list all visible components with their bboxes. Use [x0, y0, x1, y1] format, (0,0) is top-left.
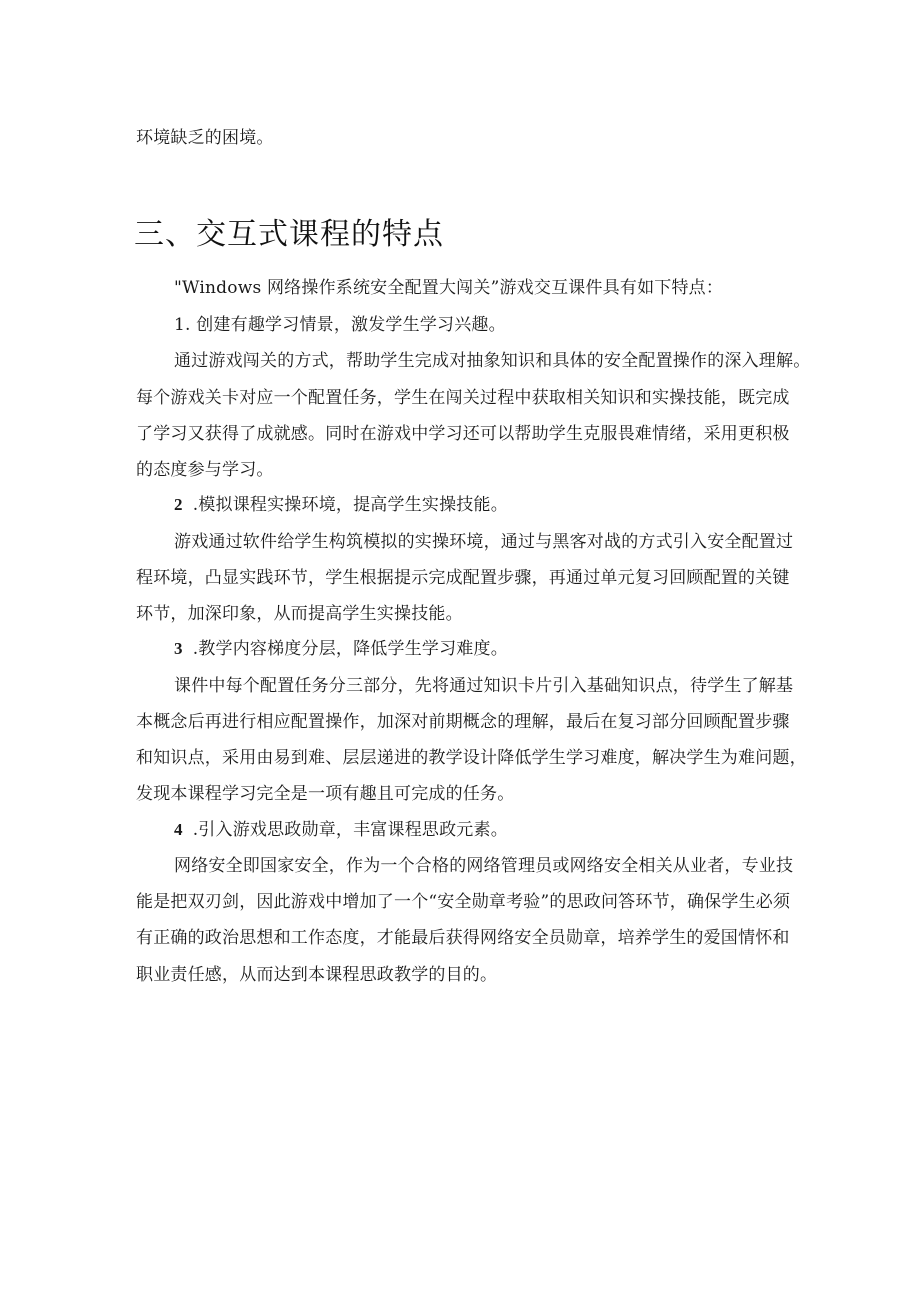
item-1-line-4: 的态度参与学习。: [136, 460, 274, 480]
item-2-line-1: 游戏通过软件给学生构筑模拟的实操环境，通过与黑客对战的方式引入安全配置过: [174, 532, 794, 552]
item-3-line-1: 课件中每个配置任务分三部分，先将通过知识卡片引入基础知识点，待学生了解基: [174, 676, 794, 696]
item-4-line-3: 有正确的政治思想和工作态度，才能最后获得网络安全员勋章，培养学生的爱国情怀和: [136, 928, 790, 948]
item-3-heading: .教学内容梯度分层，降低学生学习难度。: [192, 639, 508, 659]
item-1-heading: 1. 创建有趣学习情景，激发学生学习兴趣。: [174, 315, 506, 335]
section-heading: 三、交互式课程的特点: [134, 217, 444, 252]
item-2-heading-row: [174, 495, 508, 515]
item-2-number: 2: [174, 495, 183, 514]
item-3-line-2: 本概念后再进行相应配置操作，加深对前期概念的理解，最后在复习部分回顾配置步骤: [136, 712, 790, 732]
item-2-line-2: 程环境，凸显实践环节，学生根据提示完成配置步骤，再通过单元复习回顾配置的关键: [136, 568, 790, 588]
intro-paragraph: "Windows 网络操作系统安全配置大闯关”游戏交互课件具有如下特点：: [174, 278, 724, 298]
item-4-heading-row: [174, 820, 508, 840]
item-3-line-4: 发现本课程学习完全是一项有趣且可完成的任务。: [136, 784, 515, 804]
item-4-line-2: 能是把双刃剑，因此游戏中增加了一个“安全勋章考验”的思政问答环节，确保学生必须: [136, 892, 791, 912]
item-1-line-3: 了学习又获得了成就感。同时在游戏中学习还可以帮助学生克服畏难情绪，采用更积极: [136, 424, 790, 444]
item-3-number: 3: [174, 639, 183, 658]
item-4-line-1: 网络安全即国家安全，作为一个合格的网络管理员或网络安全相关从业者，专业技: [174, 856, 794, 876]
item-4-number: 4: [174, 820, 183, 839]
item-4-heading: .引入游戏思政勋章，丰富课程思政元素。: [192, 820, 508, 840]
item-2-line-3: 环节，加深印象，从而提高学生实操技能。: [136, 604, 463, 624]
item-2-heading: .模拟课程实操环境，提高学生实操技能。: [192, 495, 508, 515]
item-3-line-3: 和知识点，采用由易到难、层层递进的教学设计降低学生学习难度，解决学生为难问题，: [136, 748, 807, 768]
item-1-line-1: 通过游戏闯关的方式，帮助学生完成对抽象知识和具体的安全配置操作的深入理解。: [174, 351, 811, 371]
item-1-line-2: 每个游戏关卡对应一个配置任务，学生在闯关过程中获取相关知识和实操技能，既完成: [136, 388, 790, 408]
item-4-line-4: 职业责任感，从而达到本课程思政教学的目的。: [136, 965, 498, 985]
item-3-heading-row: [174, 639, 508, 659]
continuation-text: 环境缺乏的困境。: [136, 128, 274, 148]
